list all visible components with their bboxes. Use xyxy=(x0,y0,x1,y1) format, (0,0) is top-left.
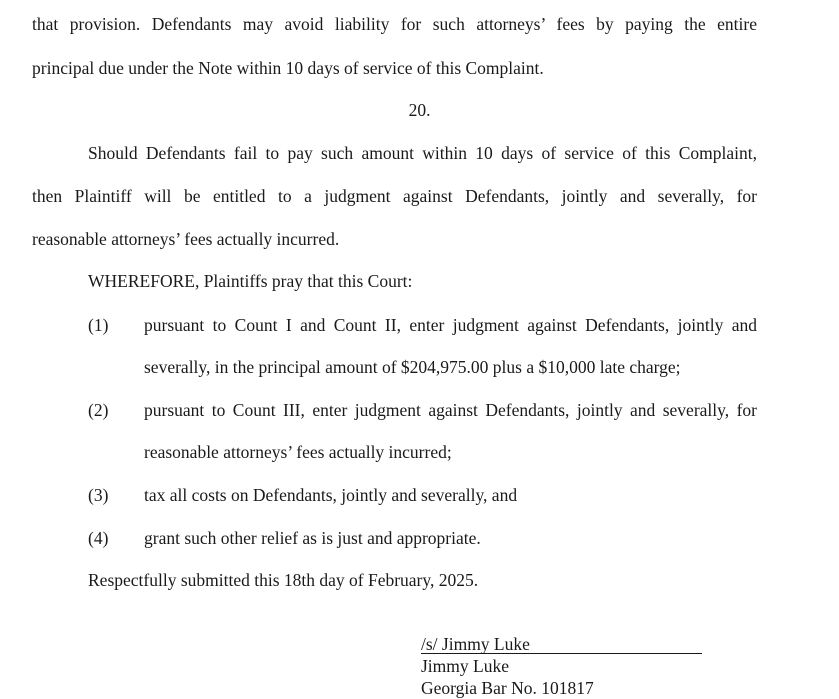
paragraph-20-line-2: then Plaintiff will be entitled to a judgment against Defendants, jointly and severally, for xyxy=(32,186,757,206)
prayer-item-3-number: (3) xyxy=(88,485,109,505)
prayer-item-1-number: (1) xyxy=(88,315,109,335)
signature-line xyxy=(421,653,702,654)
prayer-item-4-line-1: grant such other relief as is just and appropriate. xyxy=(144,528,481,548)
paragraph-20-line-3: reasonable attorneys’ fees actually incurred. xyxy=(32,229,340,249)
wherefore-clause: WHEREFORE, Plaintiffs pray that this Court: xyxy=(88,271,413,291)
signer-name: Jimmy Luke xyxy=(421,656,509,676)
prayer-item-2-line-2: reasonable attorneys’ fees actually incurred; xyxy=(144,442,452,462)
prayer-item-2-line-1: pursuant to Count III, enter judgment against Defendants, jointly and severally, for xyxy=(144,400,757,420)
prayer-item-2-number: (2) xyxy=(88,400,109,420)
submission-date-line: Respectfully submitted this 18th day of February, 2025. xyxy=(88,570,479,590)
prayer-item-1-line-1: pursuant to Count I and Count II, enter judgment against Defendants, jointly and xyxy=(144,315,757,335)
intro-line-2: principal due under the Note within 10 days of service of this Complaint. xyxy=(32,58,544,78)
prayer-item-3-line-1: tax all costs on Defendants, jointly and severally, and xyxy=(144,485,518,505)
electronic-signature: /s/ Jimmy Luke xyxy=(421,634,530,654)
bar-number: Georgia Bar No. 101817 xyxy=(421,678,594,698)
intro-line-1: that provision. Defendants may avoid liability for such attorneys’ fees by paying the entire xyxy=(32,14,757,34)
prayer-item-1-line-2: severally, in the principal amount of $204,975.00 plus a $10,000 late charge; xyxy=(144,357,681,377)
paragraph-20-line-1: Should Defendants fail to pay such amount within 10 days of service of this Complaint, xyxy=(88,143,757,163)
prayer-item-4-number: (4) xyxy=(88,528,109,548)
paragraph-number: 20. xyxy=(408,100,431,120)
